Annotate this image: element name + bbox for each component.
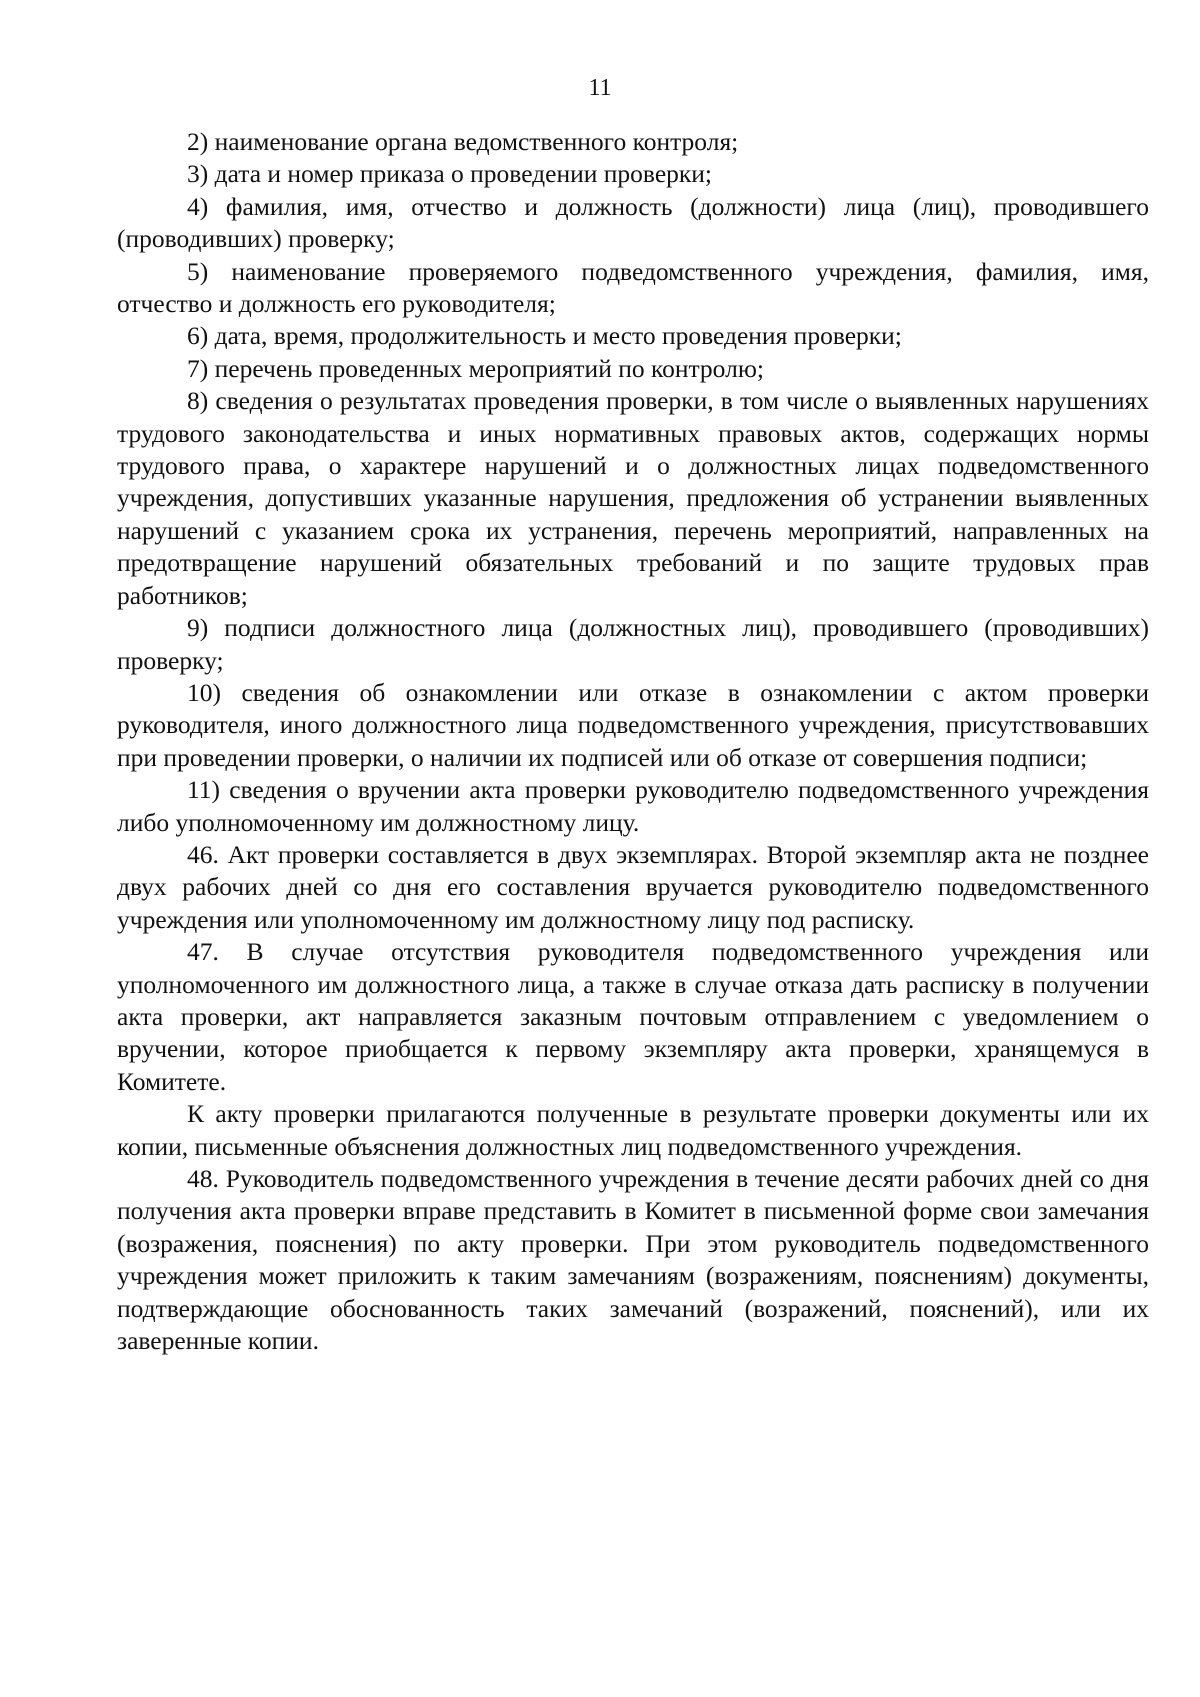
clause-47: 47. В случае отсутствия руководителя подведомственного учреждения или уполномоченного им должностного лица, а также в случае отказа дать расписку в получении акта проверки, акт направляется заказным почтовым отправлением с уведомлением о вручении, которое приобщается к первому экземпляру акта проверки, хранящемуся в Комитете. [117,937,1149,1096]
attachments-paragraph: К акту проверки прилагаются полученные в результате проверки документы или их копии, письменные объяснения должностных лиц подведомственного учреждения. [117,1099,1149,1161]
clause-48: 48. Руководитель подведомственного учреждения в течение десяти рабочих дней со дня получения акта проверки вправе представить в Комитет в письменной форме свои замечания (возражения, пояснения) по акту проверки. При этом руководитель подведомственного учреждения может приложить к таким замечаниям (возражениям, пояснениям) документы, подтверждающие обоснованность таких замечаний (возражений, пояснений), или их заверенные копии. [117,1164,1149,1356]
list-item-4: 4) фамилия, имя, отчество и должность (должности) лица (лиц), проводившего (проводивших) проверку; [117,191,1149,254]
document-body [117,126,1149,1357]
list-item-3: 3) дата и номер приказа о проведении проверки; [187,159,713,189]
list-item-7: 7) перечень проведенных мероприятий по контролю; [187,353,764,383]
list-item-10: 10) сведения об ознакомлении или отказе в ознакомлении с актом проверки руководителя, иного должностного лица подведомственного учреждения, присутствовавших при проведении проверки, о наличии их подписей или об отказе от совершения подписи; [117,677,1149,772]
list-item-5: 5) наименование проверяемого подведомственного учреждения, фамилия, имя, отчество и должность его руководителя; [117,256,1149,319]
list-item-2: 2) наименование органа ведомственного контроля; [187,127,739,156]
list-item-11: 11) сведения о вручении акта проверки руководителю подведомственного учреждения либо уполномоченному им должностному лицу. [117,775,1149,837]
list-item-8: 8) сведения о результатах проведения проверки, в том числе о выявленных нарушениях трудового законодательства и иных нормативных правовых актов, содержащих нормы трудового права, о характере нарушений и о должностных лицах подведомственного учреждения, допустивших указанные нарушения, предложения об устранении выявленных нарушений с указанием срока их устранения, перечень мероприятий, направленных на предотвращение нарушений обязательных требований и по защите трудовых прав работников; [117,386,1149,610]
list-item-6: 6) дата, время, продолжительность и место проведения проверки; [187,321,902,351]
clause-46: 46. Акт проверки составляется в двух экземплярах. Второй экземпляр акта не позднее двух рабочих дней со дня его составления вручается руководителю подведомственного учреждения или уполномоченному им должностному лицу под расписку. [117,839,1149,934]
list-item-9: 9) подписи должностного лица (должностных лиц), проводившего (проводивших) проверку; [117,613,1149,675]
page-number: 11 [588,75,612,101]
